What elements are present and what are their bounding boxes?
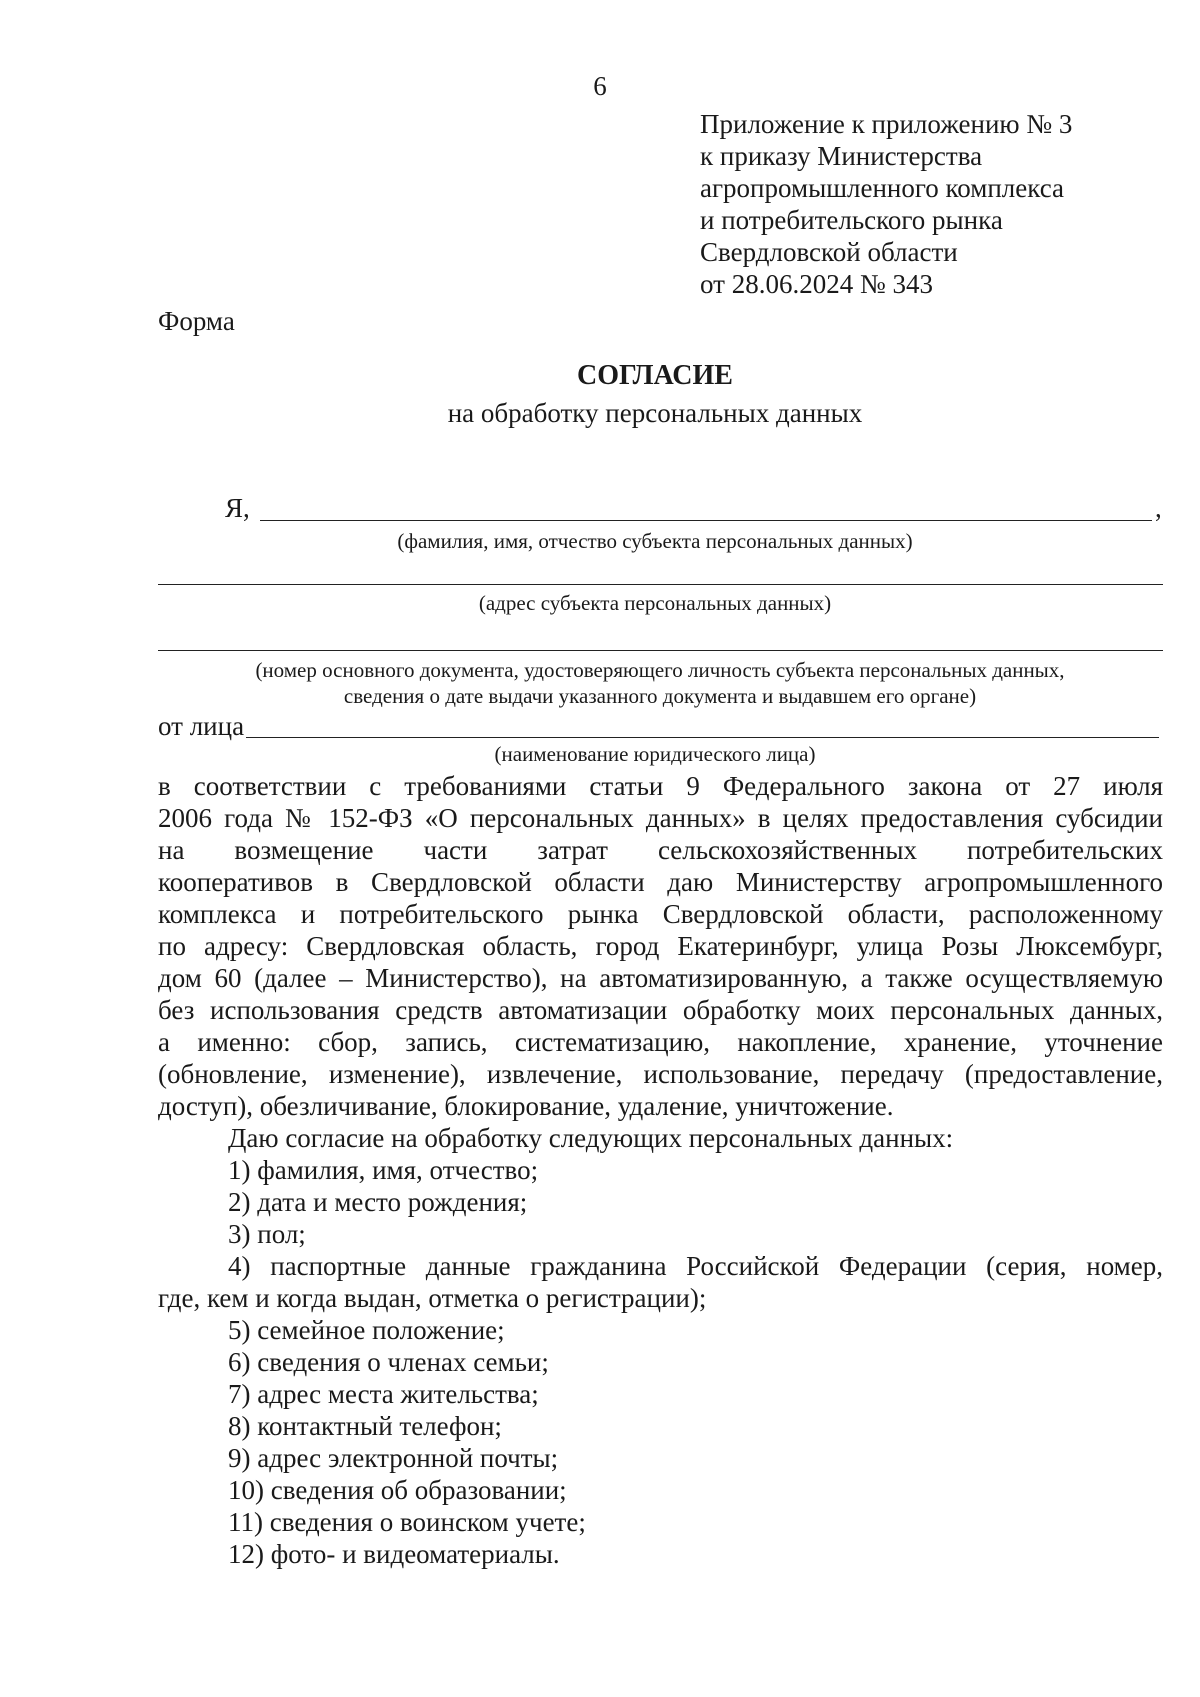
legal-entity-caption: (наименование юридического лица) [494,742,816,766]
body-line: комплекса и потребительского рынка Свердловской области, расположенному [158,899,1163,929]
form-label: Форма [158,306,235,336]
id-document-field[interactable] [158,650,1163,651]
header-line: Свердловской области [700,237,958,267]
document-title: СОГЛАСИЕ [577,360,733,391]
body-line: доступ), обезличивание, блокирование, удаление, уничтожение. [158,1091,894,1121]
body-line: 2006 года № 152-ФЗ «О персональных данных» в целях предоставления субсидии [158,803,1163,833]
body-line: на возмещение части затрат сельскохозяйственных потребительских [158,835,1163,865]
legal-entity-field[interactable] [246,737,1159,738]
header-line: и потребительского рынка [700,205,1003,235]
header-line: Приложение к приложению № 3 [700,109,1073,139]
personal-data-list [158,1122,1163,1570]
consent-body-paragraph [158,770,1163,1122]
document-subtitle: на обработку персональных данных [447,398,863,428]
i-label: Я, [225,493,250,523]
list-item: 7) адрес места жительства; [228,1379,539,1409]
page-number: 6 [593,71,607,101]
list-item: 11) сведения о воинском учете; [228,1507,586,1537]
header-line: к приказу Министерства [700,141,983,171]
i-suffix: , [1155,493,1162,523]
list-item-continuation: где, кем и когда выдан, отметка о регистрации); [158,1283,707,1313]
fio-field[interactable] [260,520,1152,521]
id-document-caption: (номер основного документа, удостоверяющего личность субъекта персональных данных, [255,658,1065,682]
list-item: 3) пол; [228,1219,306,1249]
header-line: агропромышленного комплекса [700,173,1064,203]
list-item: 2) дата и место рождения; [228,1187,528,1217]
body-line: а именно: сбор, запись, систематизацию, накопление, хранение, уточнение [158,1027,1163,1057]
body-line: по адресу: Свердловская область, город Екатеринбург, улица Розы Люксембург, [158,931,1163,961]
id-document-caption-2: сведения о дате выдачи указанного документа и выдавшем его органе) [343,684,977,708]
approval-header [700,108,1072,300]
body-line: без использования средств автоматизации обработку моих персональных данных, [158,995,1163,1025]
fio-caption: (фамилия, имя, отчество субъекта персональных данных) [397,529,913,553]
body-line: в соответствии с требованиями статьи 9 Федерального закона от 27 июля [158,771,1163,801]
body-line: кооперативов в Свердловской области даю Министерству агропромышленного [158,867,1163,897]
on-behalf-label: от лица [158,711,245,741]
address-caption: (адрес субъекта персональных данных) [478,591,832,615]
consent-intro: Даю согласие на обработку следующих персональных данных: [228,1123,954,1153]
address-field[interactable] [158,584,1163,585]
list-item: 8) контактный телефон; [228,1411,502,1441]
list-item: 10) сведения об образовании; [228,1475,567,1505]
body-line: дом 60 (далее – Министерство), на автоматизированную, а также осуществляемую [158,963,1163,993]
list-item: 4) паспортные данные гражданина Российской Федерации (серия, номер, [228,1251,1163,1281]
list-item: 6) сведения о членах семьи; [228,1347,549,1377]
list-item: 9) адрес электронной почты; [228,1443,559,1473]
header-line: от 28.06.2024 № 343 [700,269,933,299]
body-line: (обновление, изменение), извлечение, использование, передачу (предоставление, [158,1059,1163,1089]
list-item: 5) семейное положение; [228,1315,505,1345]
list-item: 1) фамилия, имя, отчество; [228,1155,539,1185]
list-item: 12) фото- и видеоматериалы. [228,1539,560,1569]
